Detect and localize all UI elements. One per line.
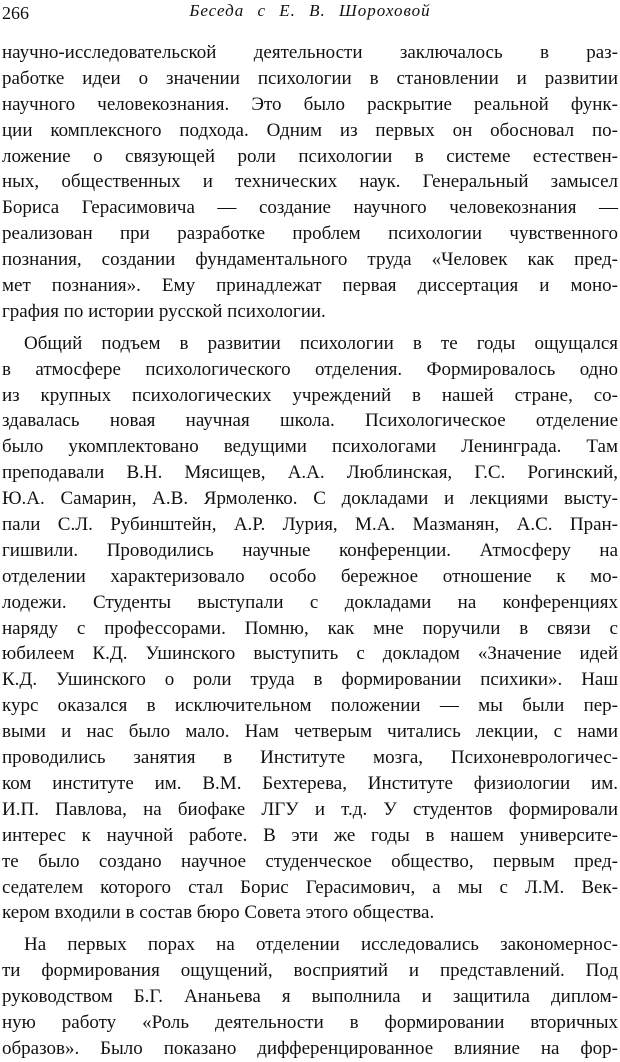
paragraph <box>2 40 618 325</box>
text-line: Ю.А. Самарин, А.В. Ярмоленко. С докладами и лекциями высту- <box>2 488 618 510</box>
text-line: работке идеи о значении психологии в становлении и развитии <box>2 67 618 89</box>
text-line: из крупных психологических учреждений в нашей стране, со- <box>2 384 618 406</box>
text-line: ции комплексного подхода. Одним из первых он обосновал по- <box>2 119 618 141</box>
text-line: отделении характеризовало особо бережное отношение к мо- <box>2 565 618 587</box>
text-line: было укомплектовано ведущими психологами Ленинграда. Там <box>2 436 618 458</box>
text-line: ком институте им. В.М. Бехтерева, Институте физиологии им. <box>2 772 618 794</box>
text-line: графия по истории русской психологии. <box>2 300 326 322</box>
text-line: в атмосфере психологического отделения. Формировалось одно <box>2 358 618 380</box>
text-line: интерес к научной работе. В эти же годы в нашем университе- <box>2 824 618 846</box>
paragraph <box>2 932 618 1061</box>
text-line: здавалась новая научная школа. Психологическое отделение <box>2 410 618 432</box>
text-line: проводились занятия в Институте мозга, Психоневрологичес- <box>2 747 618 769</box>
text-line: юбилеем К.Д. Ушинского выступить с докладом «Значение идей <box>2 643 618 665</box>
text-line: курс оказался в исключительном положении — мы были пер- <box>2 695 618 717</box>
text-line: наряду с профессорами. Помню, как мне поручили в связи с <box>2 617 618 639</box>
text-line: лодежи. Студенты выступали с докладами на конференциях <box>2 591 618 613</box>
text-line: образов». Было показано дифференцированное влияние на фор- <box>2 1037 618 1059</box>
page-header <box>0 0 620 26</box>
text-line: ложение о связующей роли психологии в системе естествен- <box>2 145 618 167</box>
text-line: Бориса Герасимовича — создание научного человекознания — <box>2 197 618 219</box>
text-line: преподавали В.Н. Мясищев, А.А. Люблинская, Г.С. Рогинский, <box>2 462 618 484</box>
text-line: И.П. Павлова, на биофаке ЛГУ и т.д. У студентов формировали <box>2 798 618 820</box>
text-line: ти формирования ощущений, восприятий и представлений. Под <box>2 960 618 982</box>
paragraph <box>2 331 618 926</box>
text-line: те было создано научное студенческое общество, первым пред- <box>2 850 618 872</box>
text-line: научного человекознания. Это было раскрытие реальной функ- <box>2 93 618 115</box>
text-line: На первых порах на отделении исследовались закономернос- <box>24 934 618 956</box>
text-line: реализован при разработке проблем психологии чувственного <box>2 223 618 245</box>
text-line: К.Д. Ушинского о роли труда в формировании психики». Наш <box>2 669 618 691</box>
text-line: пали С.Л. Рубинштейн, А.Р. Лурия, М.А. Мазманян, А.С. Пран- <box>2 514 618 536</box>
body-text <box>2 40 618 1062</box>
text-line: седателем которого стал Борис Герасимович, а мы с Л.М. Век- <box>2 876 618 898</box>
text-line: кером входили в состав бюро Совета этого общества. <box>2 902 435 924</box>
text-line: руководством Б.Г. Ананьева я выполнила и защитила диплом- <box>2 986 618 1008</box>
text-line: ную работу «Роль деятельности в формировании вторичных <box>2 1011 618 1033</box>
text-line: ных, общественных и технических наук. Генеральный замысел <box>2 171 618 193</box>
page-number: 266 <box>2 3 29 23</box>
text-line: гишвили. Проводились научные конференции. Атмосферу на <box>2 539 618 561</box>
text-line: мет познания». Ему принадлежат первая диссертация и моно- <box>2 275 618 297</box>
running-head: Беседа с Е. В. Шороховой <box>189 1 431 20</box>
text-line: научно-исследовательской деятельности заключалось в раз- <box>2 42 618 63</box>
text-line: выми и нас было мало. Нам четверым читались лекции, с нами <box>2 721 618 743</box>
text-line: Общий подъем в развитии психологии в те годы ощущался <box>24 332 618 354</box>
text-line: познания, создании фундаментального труда «Человек как пред- <box>2 249 618 271</box>
